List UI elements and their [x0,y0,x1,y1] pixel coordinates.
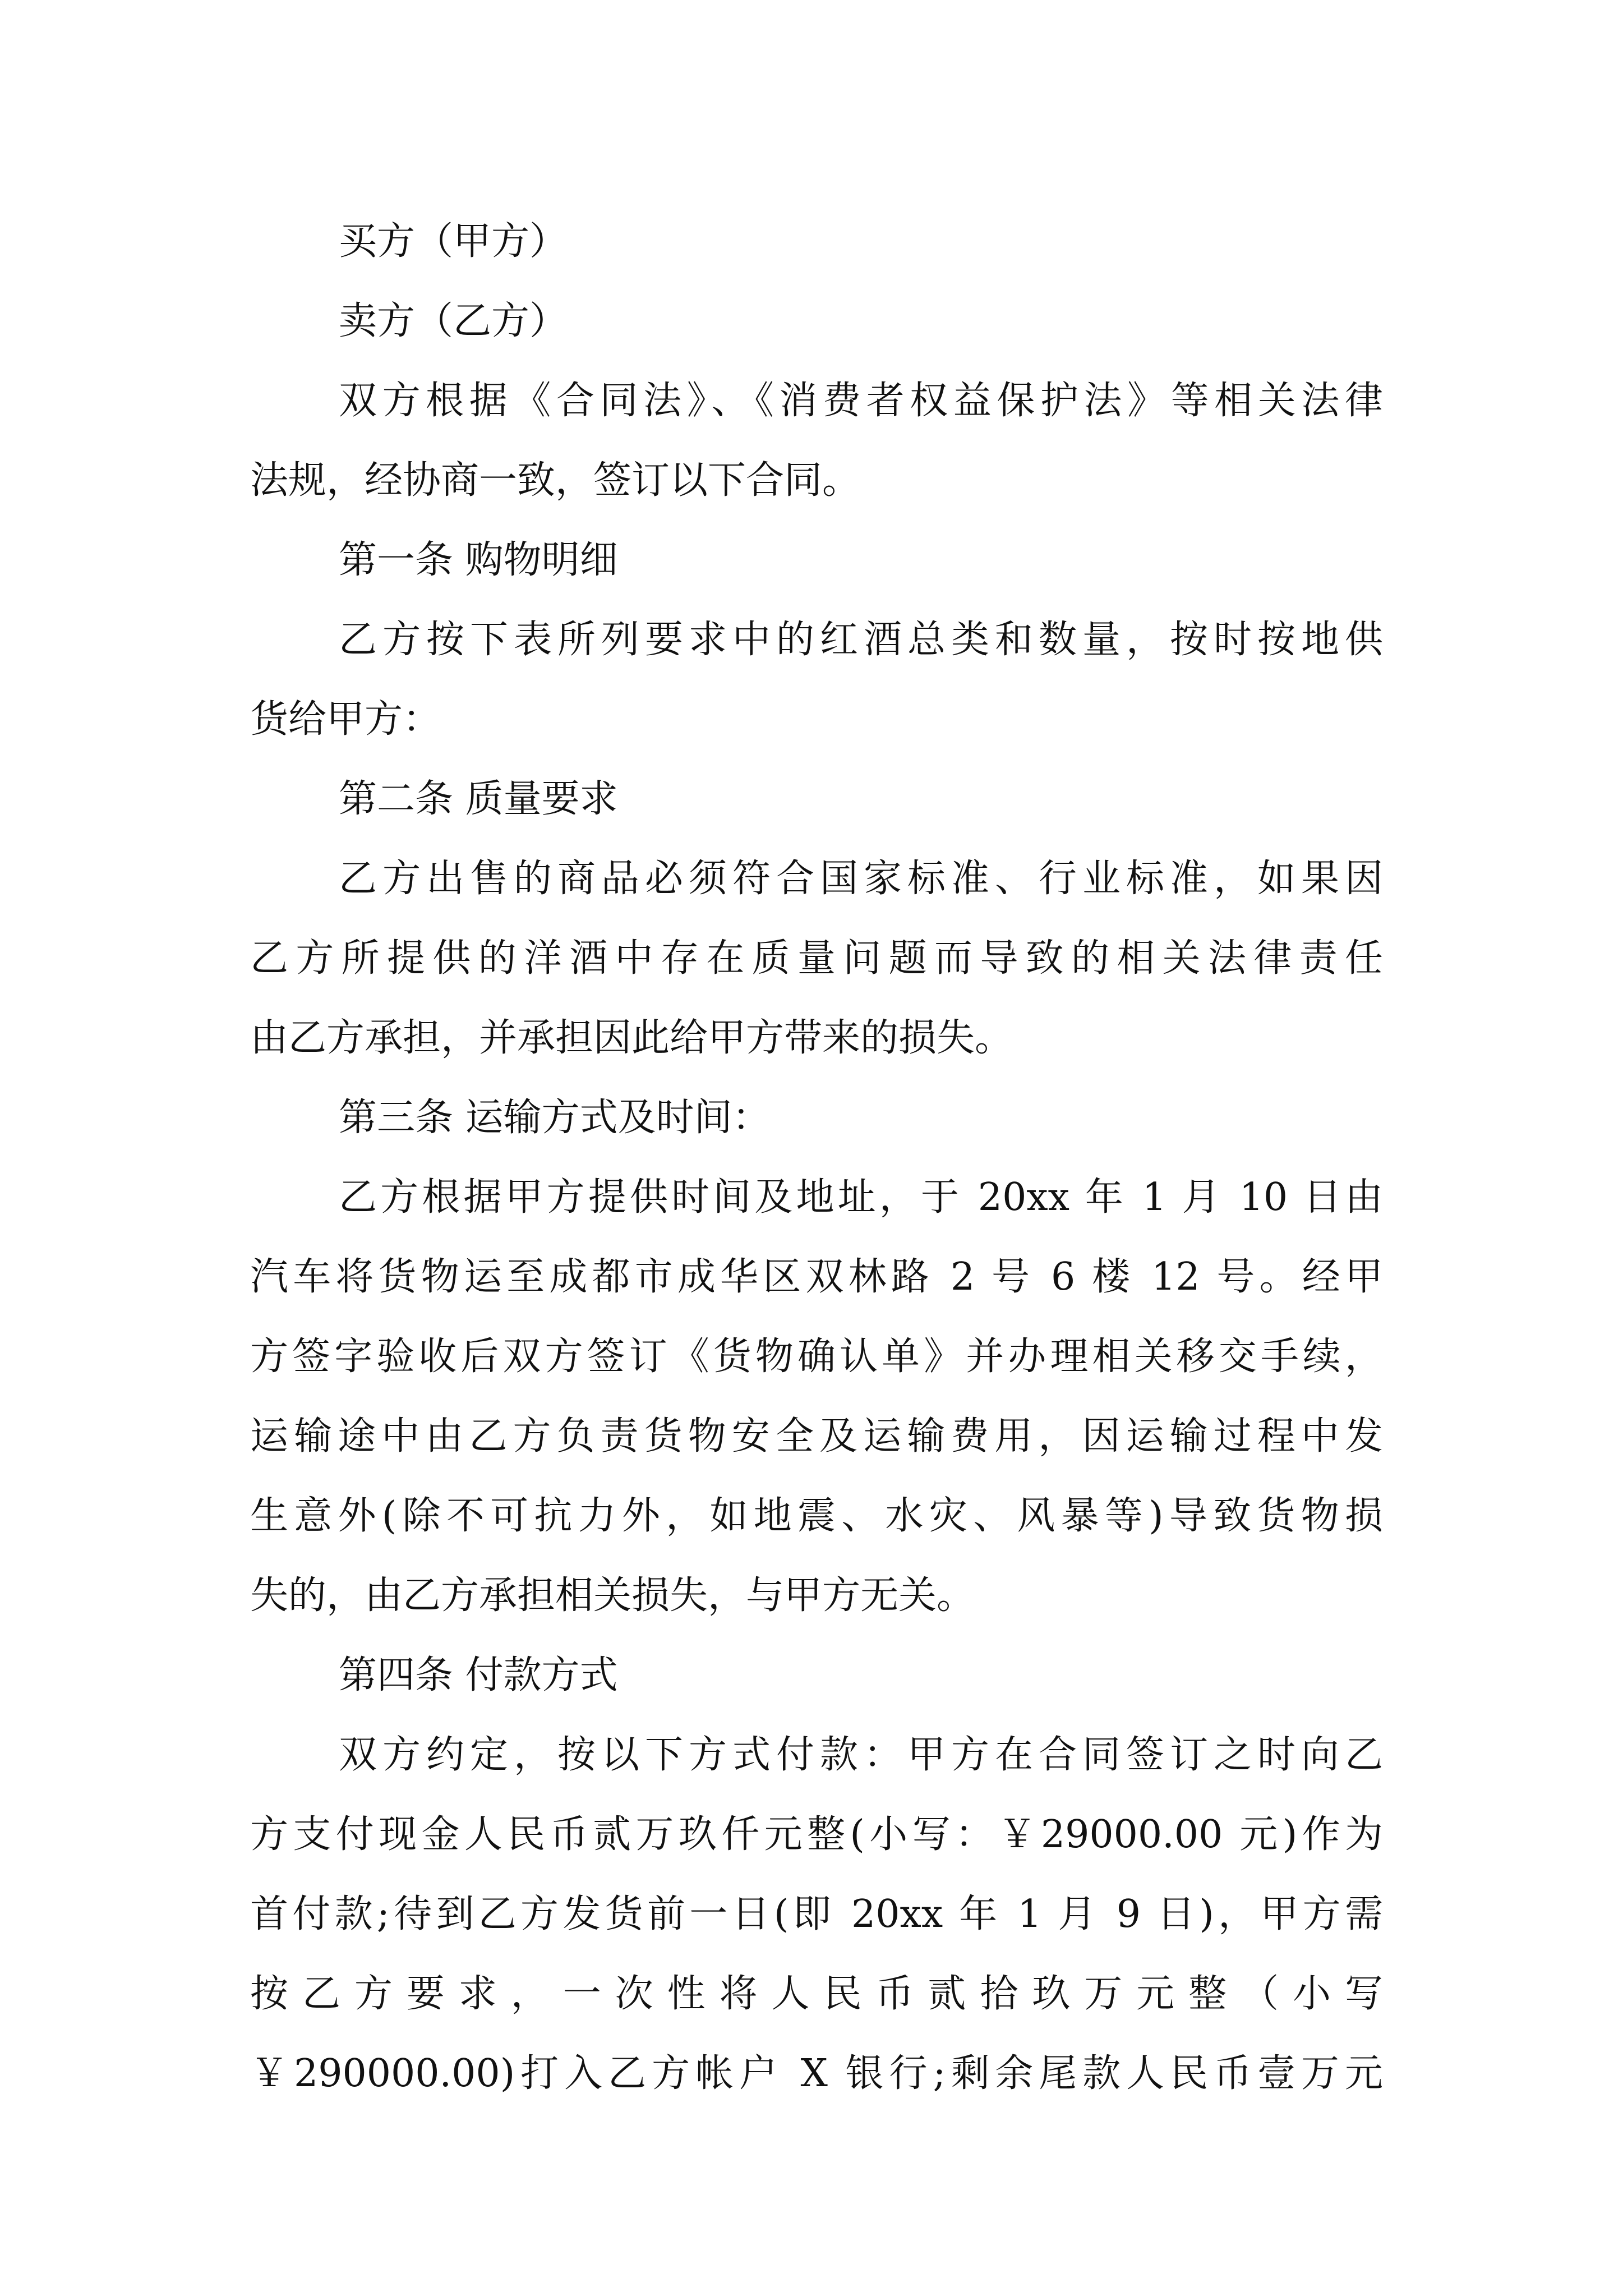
text-line: 买方（甲方） [339,219,568,264]
text-line: 第三条 运输方式及时间： [339,1096,771,1140]
text-line: 第一条 购物明细 [339,538,618,582]
text-line: 双方约定，按以下方式付款：甲方在合同签订之时向乙 [339,1733,1383,1777]
text-line: 法规，经协商一致，签订以下合同。 [250,458,861,503]
text-line: 乙方所提供的洋酒中存在质量问题而导致的相关法律责任 [250,936,1383,981]
text-line: 乙方出售的商品必须符合国家标准、行业标准，如果因 [339,857,1383,901]
text-line: 方签字验收后双方签订《货物确认单》并办理相关移交手续， [250,1335,1383,1379]
text-line: 失的，由乙方承担相关损失，与甲方无关。 [250,1573,975,1618]
text-line: 乙方根据甲方提供时间及地址，于 20xx 年 1 月 10 日由 [339,1175,1383,1220]
text-line: 第四条 付款方式 [339,1653,618,1697]
text-line: 第二条 质量要求 [339,777,618,821]
text-line: ￥290000.00)打入乙方帐户 X 银行;剩余尾款人民币壹万元 [250,2051,1383,2096]
text-line: 由乙方承担，并承担因此给甲方带来的损失。 [250,1016,1013,1060]
text-line: 货给甲方： [250,697,441,742]
text-line: 汽车将货物运至成都市成华区双林路 2 号 6 楼 12 号。经甲 [250,1255,1383,1299]
text-line: 乙方按下表所列要求中的红酒总类和数量，按时按地供 [339,618,1383,662]
contract-body [250,202,1383,2114]
text-line: 生意外(除不可抗力外，如地震、水灾、风暴等)导致货物损 [250,1494,1383,1538]
text-line: 方支付现金人民币贰万玖仟元整(小写：￥29000.00 元)作为 [250,1812,1383,1857]
text-line: 首付款;待到乙方发货前一日(即 20xx 年 1 月 9 日)，甲方需 [250,1892,1383,1936]
text-line: 卖方（乙方） [339,299,568,343]
text-line: 双方根据《合同法》、《消费者权益保护法》等相关法律 [339,379,1383,423]
text-line: 运输途中由乙方负责货物安全及运输费用，因运输过程中发 [250,1414,1383,1458]
text-line: 按 乙 方 要 求 ， 一 次 性 将 人 民 币 贰 拾 玖 万 元 整 （ 小 写 [250,1972,1383,2016]
